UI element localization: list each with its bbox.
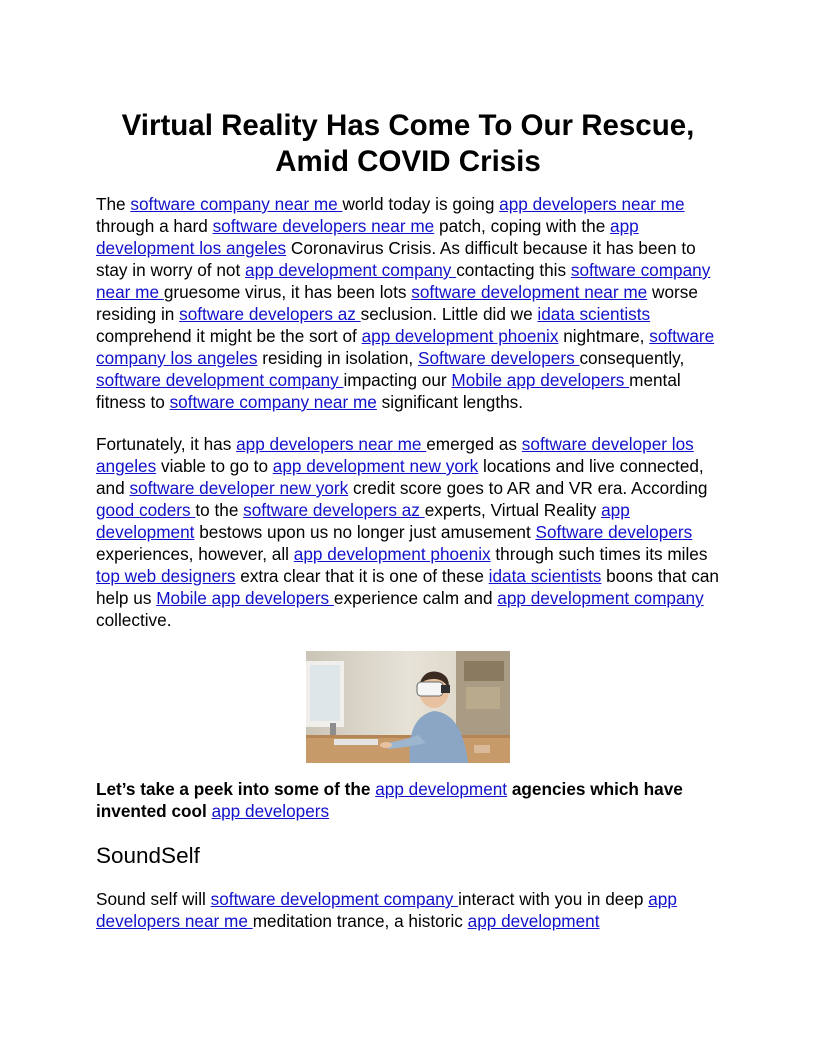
body-text: viable to go to	[156, 456, 273, 476]
body-text: through a hard	[96, 216, 213, 236]
body-text: comprehend it might be the sort of	[96, 326, 362, 346]
paragraph-fortunately	[96, 433, 720, 631]
inline-link[interactable]: software development company	[96, 370, 344, 390]
inline-link[interactable]: software company near me	[130, 194, 343, 214]
inline-link[interactable]: idata scientists	[488, 566, 602, 586]
body-text: worse residing in	[96, 282, 698, 324]
inline-link[interactable]: Software developers	[417, 348, 580, 368]
body-text: agencies which have invented cool	[96, 779, 683, 821]
body-text: Let’s take a peek into some of the	[96, 779, 376, 799]
inline-link[interactable]: app developers near me	[96, 889, 677, 931]
body-text: interact with you in deep	[458, 889, 649, 909]
paragraph-agencies-intro	[96, 778, 720, 822]
body-text: Sound self will	[96, 889, 211, 909]
inline-link[interactable]: software company near me	[169, 392, 377, 412]
body-text: through such times its miles	[490, 544, 708, 564]
vr-photo	[96, 651, 720, 763]
inline-link[interactable]: app development phoenix	[293, 544, 491, 564]
inline-link[interactable]: software company near me	[96, 260, 711, 302]
body-text: patch, coping with the	[434, 216, 611, 236]
page-title: Virtual Reality Has Come To Our Rescue, Amid COVID Crisis	[121, 109, 695, 178]
body-text: gruesome virus, it has been lots	[163, 282, 412, 302]
body-text: contacting this	[456, 260, 571, 280]
document-page	[96, 108, 720, 932]
inline-link[interactable]: software development company	[210, 889, 459, 909]
body-text: bestows upon us no longer just amusement	[194, 522, 536, 542]
body-text: extra clear that it is one of these	[235, 566, 489, 586]
section-heading-soundself: SoundSelf	[96, 843, 200, 868]
body-text: world today is going	[342, 194, 500, 214]
body-text: Fortunately, it has	[96, 434, 237, 454]
inline-link[interactable]: app development	[467, 911, 600, 931]
inline-link[interactable]: software developers az	[179, 304, 361, 324]
inline-link[interactable]: software developers near me	[212, 216, 435, 236]
body-text: experience calm and	[333, 588, 498, 608]
body-text: The	[96, 194, 131, 214]
inline-link[interactable]: good coders	[96, 500, 196, 520]
inline-link[interactable]: app development new york	[272, 456, 479, 476]
vr-headset-person-image	[306, 651, 510, 763]
body-text: credit score goes to AR and VR era. According	[348, 478, 708, 498]
inline-link[interactable]: Mobile app developers	[451, 370, 630, 390]
body-text: boons that can help us	[96, 566, 719, 608]
body-text: Coronavirus Crisis. As difficult because it has been to stay in worry of not	[96, 238, 696, 280]
body-text: emerged as	[426, 434, 522, 454]
body-text: experiences, however, all	[96, 544, 294, 564]
body-text: significant lengths.	[376, 392, 524, 412]
inline-link[interactable]: app development	[375, 779, 508, 799]
inline-link[interactable]: app development los angeles	[96, 216, 639, 258]
inline-link[interactable]: software developer new york	[129, 478, 349, 498]
body-text: impacting our	[343, 370, 452, 390]
body-text: nightmare,	[558, 326, 650, 346]
inline-link[interactable]: app development	[96, 500, 630, 542]
body-text: meditation trance, a historic	[252, 911, 468, 931]
body-text: to the	[195, 500, 244, 520]
paragraph-soundself	[96, 888, 720, 932]
inline-link[interactable]: app developers near me	[499, 194, 685, 214]
inline-link[interactable]: software developer los angeles	[96, 434, 694, 476]
body-text: mental fitness to	[96, 370, 681, 412]
body-text: locations and live connected, and	[96, 456, 704, 498]
body-text: collective.	[96, 610, 172, 630]
inline-link[interactable]: app development phoenix	[361, 326, 559, 346]
inline-link[interactable]: idata scientists	[537, 304, 651, 324]
inline-link[interactable]: app developers near me	[236, 434, 427, 454]
inline-link[interactable]: Mobile app developers	[156, 588, 334, 608]
body-text: seclusion. Little did we	[360, 304, 538, 324]
inline-link[interactable]: app development company	[497, 588, 704, 608]
inline-link[interactable]: app developers	[211, 801, 330, 821]
body-text: experts, Virtual Reality	[424, 500, 602, 520]
inline-link[interactable]: app development company	[245, 260, 457, 280]
inline-link[interactable]: software development near me	[411, 282, 648, 302]
inline-link[interactable]: Software developers	[535, 522, 693, 542]
paragraph-intro	[96, 193, 720, 413]
inline-link[interactable]: software company los angeles	[96, 326, 715, 368]
inline-link[interactable]: software developers az	[243, 500, 425, 520]
body-text: residing in isolation,	[257, 348, 418, 368]
body-text: consequently,	[579, 348, 685, 368]
inline-link[interactable]: top web designers	[96, 566, 236, 586]
